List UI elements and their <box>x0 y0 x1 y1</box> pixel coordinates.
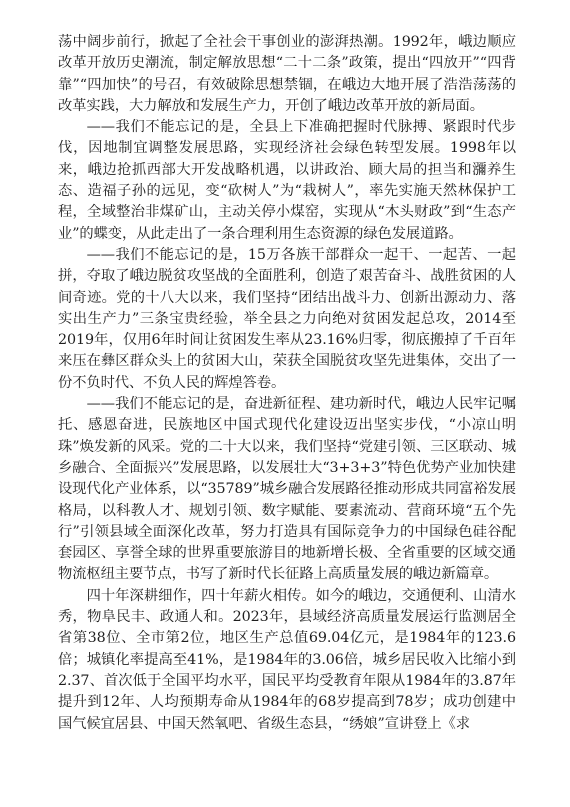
paragraph-poverty-alleviation: ——我们不能忘记的是，15万各族干部群众一起干、一起苦、一起拼，夺取了峨边脱贫攻坚战的全面胜利，创造了艰苦奋斗、战胜贫困的人间奇迹。党的十八大以来，我们坚持“团结出战斗力、创新出源动力、落实出生产力”三条宝贵经验，举全县之力向绝对贫困发起总攻，2014至2019年，仅用6年时间让贫困发生率从23.16%归零，彻底搬掉了千百年来压在彝区群众头上的贫困大山，荣获全国脱贫攻坚先进集体，交出了一份不负时代、不负人民的辉煌答卷。 <box>58 246 516 391</box>
paragraph-new-era: ——我们不能忘记的是，奋进新征程、建功新时代，峨边人民牢记嘱托、感恩奋进，民族地区中国式现代化建设迈出坚实步伐，“小凉山明珠”焕发新的风采。党的二十大以来，我们坚持“党建引领、三区联动、城乡融合、全面振兴”发展思路，以发展壮大“3+3+3”特色优势产业加快建设现代化产业体系，以“35789”城乡融合发展路径推动形成共同富裕发展格局，以科教人才、规划引领、数字赋能、要素流动、营商环境“五个先行”引领县域全面深化改革，努力打造具有国际竞争力的中国绿色硅谷配套园区、享誉全球的世界重要旅游目的地新增长极、全省重要的区域交通物流枢纽主要节点，书写了新时代长征路上高质量发展的峨边新篇章。 <box>58 396 516 583</box>
paragraph-forty-years: 四十年深耕细作，四十年薪火相传。如今的峨边，交通便利、山清水秀，物阜民丰、政通人和。2023年，县域经济高质量发展运行监测居全省第38位、全市第2位，地区生产总值69.04亿元，是1984年的123.6倍；城镇化率提高至41%，是1984年的3.06倍，城乡居民收入比缩小到2.37、首次低于全国平均水平，国民平均受教育年限从1984年的3.87年提升到12年、人均预期寿命从1984年的68岁提高到78岁；成功创建中国气候宜居县、中国天然氧吧、省级生态县，“绣娘”宣讲登上《求 <box>58 587 516 732</box>
paragraph-reform-opening: 荡中阔步前行，掀起了全社会干事创业的澎湃热潮。1992年，峨边顺应改革开放历史潮流，制定解放思想“二十二条”政策，提出“四放开”“四背靠”“四加快”的号召，有效破除思想禁锢，在峨边大地开展了浩浩荡荡的改革实践，大力解放和发展生产力，开创了峨边改革开放的新局面。 <box>58 34 516 114</box>
paragraph-green-transformation: ——我们不能忘记的是，全县上下准确把握时代脉搏、紧跟时代步伐，因地制宜调整发展思路，实现经济社会绿色转型发展。1998年以来，峨边抢抓西部大开发战略机遇，以讲政治、顾大局的担当和瀰养生态、造福子孙的远见，变“砍树人”为“栽树人”，率先实施天然林保护工程，全域整治非煤矿山，主动关停小煤窑，实现从“木头财政”到“生态产业”的蝶变，从此走出了一条合理利用生态资源的绿色发展道路。 <box>58 119 516 242</box>
article-body <box>58 32 516 735</box>
